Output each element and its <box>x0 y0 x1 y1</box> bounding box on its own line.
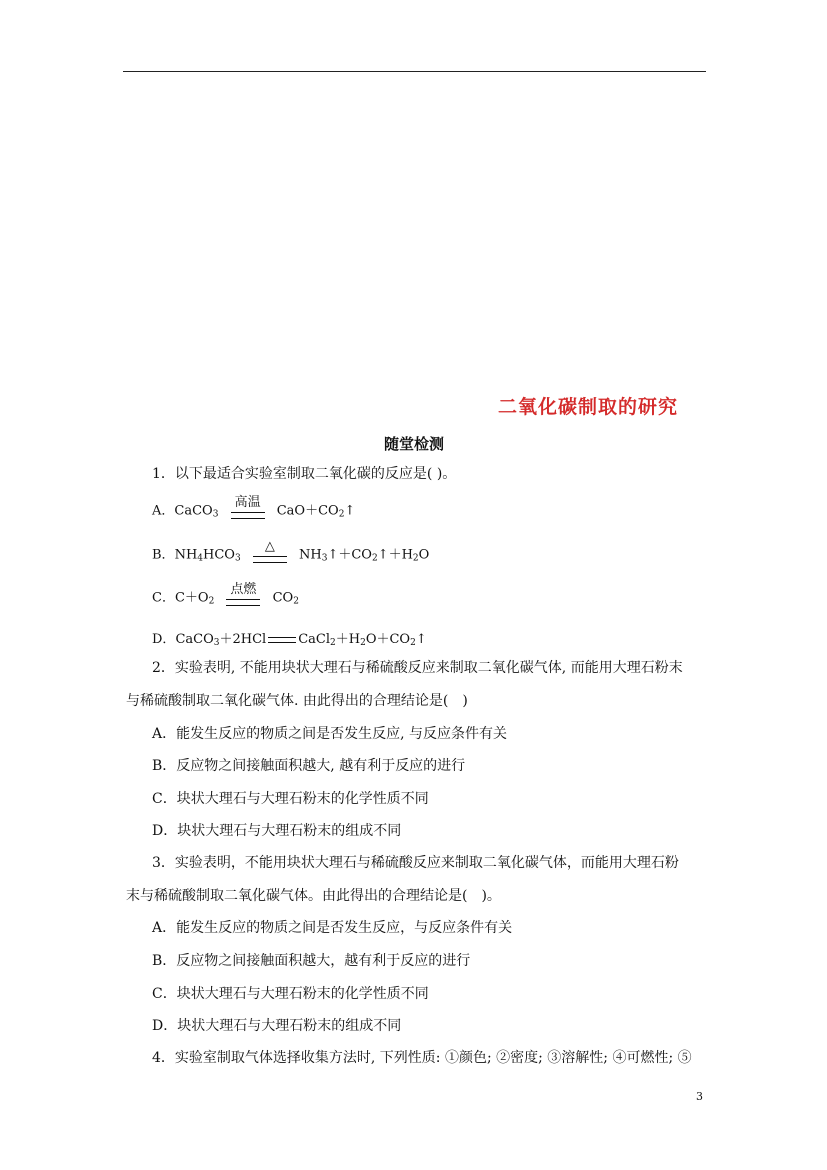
reaction-condition: 高温 <box>231 496 265 526</box>
question-1-option-b: B．$NH_4HCO_3$ △ $NH_3↑+CO_2↑+H_2O$ <box>152 540 429 570</box>
question-3-option-c: C．块状大理石与大理石粉末的化学性质不同 <box>152 986 429 1002</box>
question-3-stem-line-2: 末与稀硫酸制取二氧化碳气体。由此得出的合理结论是( )。 <box>126 888 501 904</box>
question-1-option-d: D．CaCO$_3$＋2HCl $CaCl_2+H_2O+CO_2↑$ <box>152 632 427 648</box>
section-heading: 随堂检测 <box>384 435 445 453</box>
question-2-option-b: B．反应物之间接触面积越大, 越有利于反应的进行 <box>152 758 466 774</box>
question-2-stem-line-2: 与稀硫酸制取二氧化碳气体. 由此得出的合理结论是( ) <box>126 693 468 709</box>
reaction-condition: 点燃 <box>226 583 260 613</box>
question-1-option-c: C．$C+O_2$ 点燃 $CO_2$ <box>152 583 299 613</box>
equals-sign <box>268 637 296 643</box>
question-4-stem-line-1: 4．实验室制取气体选择收集方法时, 下列性质: ①颜色; ②密度; ③溶解性; ④可燃性; ⑤ <box>152 1050 692 1066</box>
question-1-option-a: A．CaCO$_3$ 高温 $CaO+CO_2↑$ <box>152 496 355 526</box>
reaction-condition: △ <box>253 540 287 570</box>
question-3-option-a: A．能发生反应的物质之间是否发生反应，与反应条件有关 <box>152 920 513 936</box>
question-2-option-d: D．块状大理石与大理石粉末的组成不同 <box>152 823 402 839</box>
question-2-option-c: C．块状大理石与大理石粉末的化学性质不同 <box>152 791 429 807</box>
question-3-stem-line-1: 3．实验表明，不能用块状大理石与稀硫酸反应来制取二氧化碳气体，而能用大理石粉 <box>152 855 679 871</box>
page-number: 3 <box>696 1090 703 1103</box>
question-2-stem-line-1: 2．实验表明, 不能用块状大理石与稀硫酸反应来制取二氧化碳气体, 而能用大理石粉末 <box>152 660 683 676</box>
question-1-stem: 1．以下最适合实验室制取二氧化碳的反应是( )。 <box>152 466 457 482</box>
question-3-option-d: D．块状大理石与大理石粉末的组成不同 <box>152 1018 402 1034</box>
page-title: 二氧化碳制取的研究 <box>498 396 679 418</box>
header-rule <box>123 71 706 72</box>
question-3-option-b: B．反应物之间接触面积越大，越有利于反应的进行 <box>152 953 471 969</box>
question-2-option-a: A．能发生反应的物质之间是否发生反应, 与反应条件有关 <box>152 726 508 742</box>
